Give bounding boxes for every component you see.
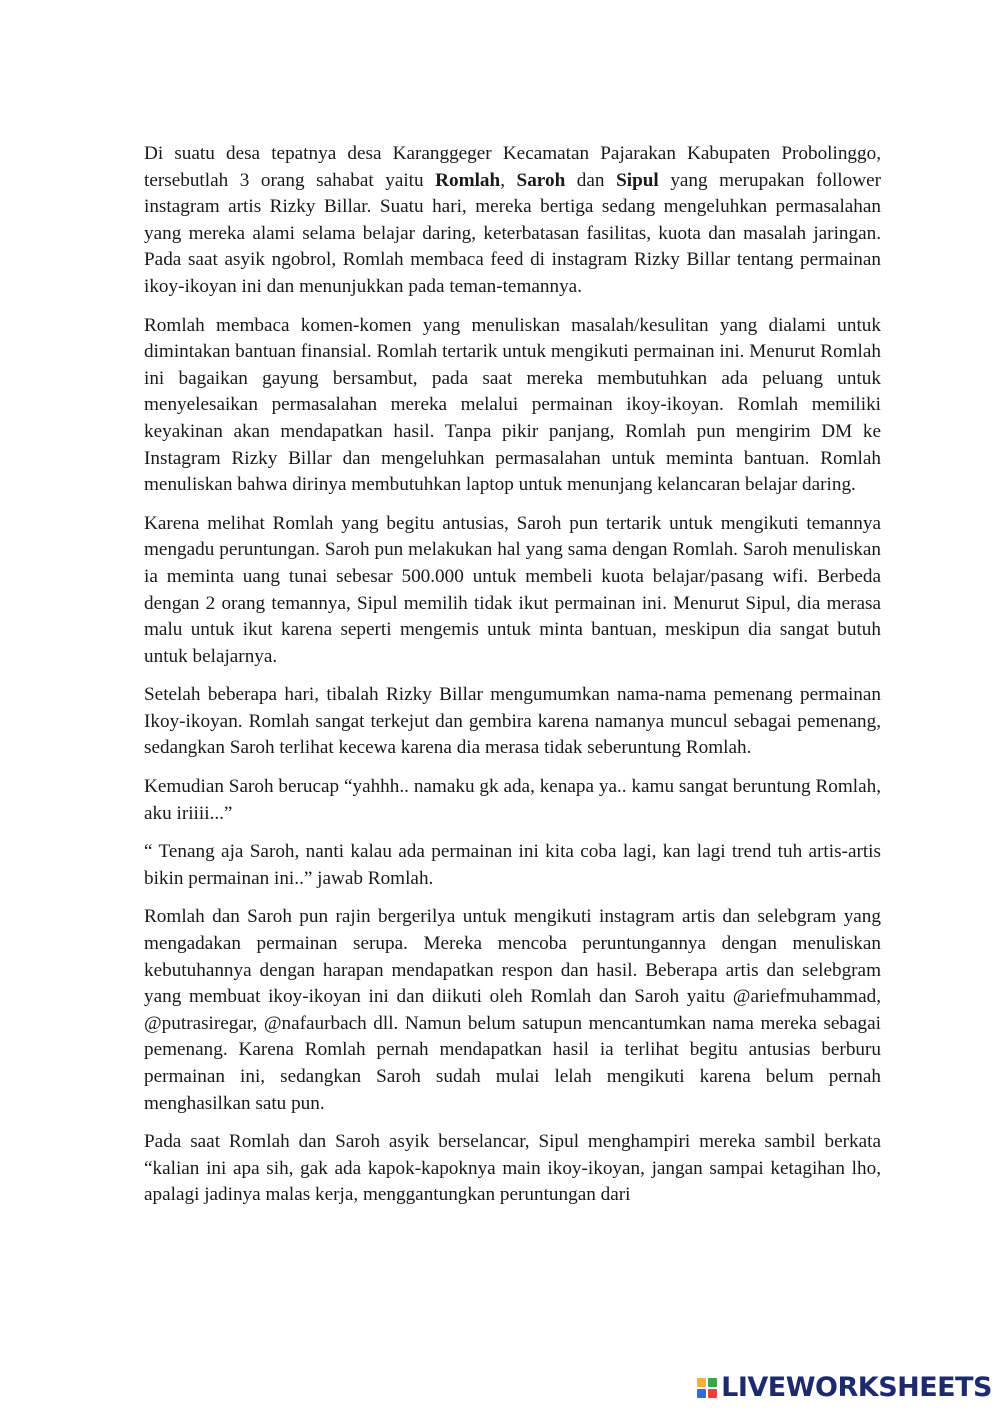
paragraph [144, 774, 881, 827]
logo-square [708, 1378, 717, 1387]
logo-square [697, 1378, 706, 1387]
paragraph-text: Pada saat Romlah dan Saroh asyik berselancar, Sipul menghampiri mereka sambil berkata “kalian ini apa sih, gak ada kapok-kapoknya main ikoy-ikoyan, jangan sampai ketagihan lho, apalagi jadinya malas kerja, menggantungkan peruntungan dari [144, 1131, 881, 1206]
bold-name-text: Sipul [616, 169, 659, 191]
paragraph [144, 904, 881, 1117]
paragraph-text: dan [565, 169, 617, 191]
paragraph-text: Di suatu desa tepatnya desa Karanggeger Kecamatan Pajarakan Kabupaten Probolinggo, tersebutlah 3 orang sahabat yaitu [144, 143, 881, 191]
brand-name: LIVEWORKSHEETS [721, 1372, 992, 1403]
bold-name-text: Saroh [516, 169, 566, 191]
document-body [144, 141, 881, 1221]
paragraph [144, 511, 881, 671]
paragraph-text: “ Tenang aja Saroh, nanti kalau ada permainan ini kita coba lagi, kan lagi trend tuh artis-artis bikin permainan ini..” jawab Romlah. [144, 841, 881, 889]
paragraph [144, 682, 881, 762]
bold-name-text: Romlah [435, 169, 501, 191]
paragraph [144, 313, 881, 499]
liveworksheets-logo-icon [697, 1378, 717, 1398]
paragraph-text: Setelah beberapa hari, tibalah Rizky Billar mengumumkan nama-nama pemenang permainan Ikoy-ikoyan. Romlah sangat terkejut dan gembira karena namanya muncul sebagai pemenang, sedangkan Saroh terlihat kecewa karena dia merasa tidak seberuntung Romlah. [144, 684, 881, 759]
logo-square [708, 1389, 717, 1398]
logo-square [697, 1389, 706, 1398]
paragraph-text: Kemudian Saroh berucap “yahhh.. namaku gk ada, kenapa ya.. kamu sangat beruntung Romlah, aku iriiii...” [144, 776, 881, 824]
paragraph-text: yang merupakan follower instagram artis Rizky Billar. Suatu hari, mereka bertiga sedang mengeluhkan permasalahan yang mereka alami selama belajar daring, keterbatasan fasilitas, kuota dan masalah jaringan. Pada saat asyik ngobrol, Romlah membaca feed di instagram Rizky Billar tentang permainan ikoy-ikoyan ini dan menunjukkan pada teman-temannya. [144, 169, 881, 297]
paragraph [144, 839, 881, 892]
paragraph [144, 1129, 881, 1209]
liveworksheets-branding[interactable] [697, 1372, 992, 1403]
paragraph [144, 141, 881, 301]
paragraph-text: Romlah dan Saroh pun rajin bergerilya untuk mengikuti instagram artis dan selebgram yang mengadakan permainan serupa. Mereka mencoba peruntungannya dengan menuliskan kebutuhannya dengan harapan mendapatkan respon dan hasil. Beberapa artis dan selebgram yang membuat ikoy-ikoyan ini dan diikuti oleh Romlah dan Saroh yaitu @ariefmuhammad, @putrasiregar, @nafaurbach dll. Namun belum satupun mencantumkan nama mereka sebagai pemenang. Karena Romlah pernah mendapatkan hasil ia terlihat begitu antusias berburu permainan ini, sedangkan Saroh sudah mulai lelah mengikuti karena belum pernah menghasilkan satu pun. [144, 906, 881, 1114]
paragraph-text: , [500, 169, 517, 191]
paragraph-text: Karena melihat Romlah yang begitu antusias, Saroh pun tertarik untuk mengikuti temannya mengadu peruntungan. Saroh pun melakukan hal yang sama dengan Romlah. Saroh menuliskan ia meminta uang tunai sebesar 500.000 untuk membeli kuota belajar/pasang wifi. Berbeda dengan 2 orang temannya, Sipul memilih tidak ikut permainan ini. Menurut Sipul, dia merasa malu untuk ikut karena seperti mengemis untuk minta bantuan, meskipun dia sangat butuh untuk belajarnya. [144, 512, 881, 667]
paragraph-text: Romlah membaca komen-komen yang menuliskan masalah/kesulitan yang dialami untuk dimintakan bantuan finansial. Romlah tertarik untuk mengikuti permainan ini. Menurut Romlah ini bagaikan gayung bersambut, pada saat mereka membutuhkan ada peluang untuk menyelesaikan permasalahan mereka melalui permainan ikoy-ikoyan. Romlah memiliki keyakinan akan mendapatkan hasil. Tanpa pikir panjang, Romlah pun mengirim DM ke Instagram Rizky Billar dan mengeluhkan permasalahan untuk meminta bantuan. Romlah menuliskan bahwa dirinya membutuhkan laptop untuk menunjang kelancaran belajar daring. [144, 314, 881, 496]
